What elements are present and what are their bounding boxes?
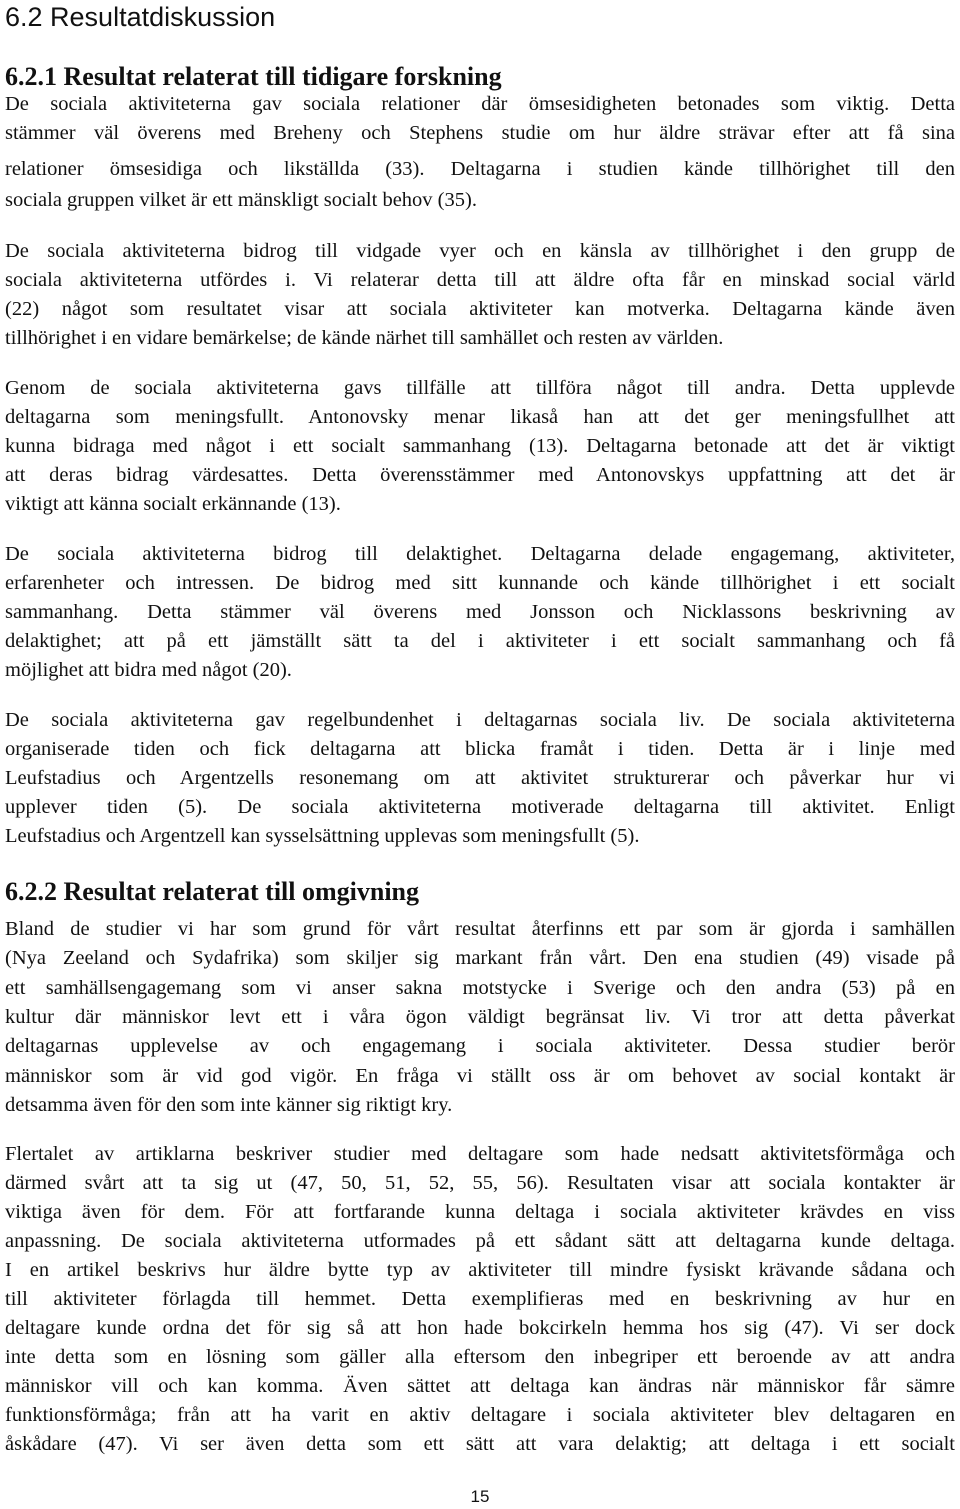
text-line: detsamma även för den som inte känner sig riktigt kry. [5, 1094, 453, 1116]
text-line: sociala gruppen vilket är ett mänskligt socialt behov (35). [5, 189, 477, 211]
text-line: deltagare kunde ordna det för sig så att hon hade bokcirkeln hemma hos sig (47). Vi ser dock [5, 1317, 955, 1339]
text-line: viktigt att känna socialt erkännande (13). [5, 493, 341, 515]
text-line: deltagarnas upplevelse av och engagemang i sociala aktiviteter. Dessa studier berör [5, 1035, 955, 1057]
text-line: människor som är vid god vigör. En fråga vi ställt oss är om behovet av social kontakt är [5, 1065, 955, 1087]
text-line: (Nya Zeeland och Sydafrika) som skiljer sig markant från vårt. Den ena studien (49) visade på [5, 947, 955, 969]
text-line: möjlighet att bidra med något (20). [5, 659, 292, 681]
text-line: kultur där människor levt ett i våra ögon väldigt begränsat liv. Vi tror att detta påverkat [5, 1006, 955, 1028]
text-line: kunna bidraga med något i ett socialt sammanhang (13). Deltagarna betonade att det är viktigt [5, 435, 955, 457]
text-line: deltagarna som meningsfullt. Antonovsky menar likaså han att det ger meningsfullhet att [5, 406, 955, 428]
text-line: därmed svårt att ta sig ut (47, 50, 51, 52, 55, 56). Resultaten visar att sociala kontakter är [5, 1172, 955, 1194]
text-line: viktiga även för dem. För att fortfarande kunna deltaga i sociala aktiviteter krävdes en viss [5, 1201, 955, 1223]
text-line: De sociala aktiviteterna bidrog till vidgade vyer och en känsla av tillhörighet i den grupp de [5, 240, 955, 262]
text-line: sammanhang. Detta stämmer väl överens med Jonsson och Nicklassons beskrivning av [5, 601, 955, 623]
text-line: relationer ömsesidiga och likställda (33). Deltagarna i studien kände tillhörighet till den [5, 158, 955, 180]
text-line: Flertalet av artiklarna beskriver studier med deltagare som hade nedsatt aktivitetsförmåga och [5, 1143, 955, 1165]
text-line: tillhörighet i en vidare bemärkelse; de kände närhet till samhället och resten av världen. [5, 327, 724, 349]
text-line: anpassning. De sociala aktiviteterna utformades på ett sådant sätt att deltagarna kunde deltaga. [5, 1230, 955, 1252]
text-line: Genom de sociala aktiviteterna gavs tillfälle att tillföra något till andra. Detta upplevde [5, 377, 955, 399]
text-line: erfarenheter och intressen. De bidrog med sitt kunnande och kände tillhörighet i ett socialt [5, 572, 955, 594]
subsection-heading-1: 6.2.1 Resultat relaterat till tidigare forskning [5, 62, 502, 91]
text-line: Bland de studier vi har som grund för vårt resultat återfinns ett par som är gjorda i samhällen [5, 918, 955, 940]
text-line: De sociala aktiviteterna gav regelbundenhet i deltagarnas sociala liv. De sociala aktiviteterna [5, 709, 955, 731]
page-number: 15 [470, 1487, 490, 1506]
text-line: (22) något som resultatet visar att sociala aktiviteter kan motverka. Deltagarna kände även [5, 298, 955, 320]
text-line: att deras bidrag värdesattes. Detta överensstämmer med Antonovskys uppfattning att det är [5, 464, 955, 486]
text-line: åskådare (47). Vi ser även detta som ett sätt att vara delaktig; att deltaga i ett socialt [5, 1433, 955, 1455]
text-line: till aktiviteter förlagda till hemmet. Detta exemplifieras med en beskrivning av hur en [5, 1288, 955, 1310]
text-line: inte detta som en lösning som gäller alla eftersom den inbegriper ett beroende av att andra [5, 1346, 955, 1368]
section-heading: 6.2 Resultatdiskussion [5, 2, 276, 32]
text-line: ett samhällsengagemang som vi anser sakna motstycke i Sverige och den andra (53) på en [5, 977, 955, 999]
text-line: organiserade tiden och fick deltagarna att blicka framåt i tiden. Detta är i linje med [5, 738, 955, 760]
text-line: upplever tiden (5). De sociala aktiviteterna motiverade deltagarna till aktivitet. Enligt [5, 796, 955, 818]
text-line: funktionsförmåga; från att ha varit en aktiv deltagare i sociala aktiviteter blev deltagaren en [5, 1404, 955, 1426]
text-line: I en artikel beskrivs hur äldre bytte typ av aktiviteter till mindre fysiskt krävande sådana och [5, 1259, 955, 1281]
text-line: Leufstadius och Argentzell kan sysselsättning upplevas som meningsfullt (5). [5, 825, 640, 847]
text-line: stämmer väl överens med Breheny och Stephens studie om hur äldre strävar efter att få sina [5, 122, 955, 144]
text-line: delaktighet; att på ett jämställt sätt ta del i aktiviteter i ett socialt sammanhang och få [5, 630, 955, 652]
text-line: De sociala aktiviteterna gav sociala relationer där ömsesidigheten betonades som viktig. Detta [5, 93, 955, 115]
text-line: människor vill och kan komma. Även sättet att deltaga kan ändras när människor får sämre [5, 1375, 955, 1397]
text-line: De sociala aktiviteterna bidrog till delaktighet. Deltagarna delade engagemang, aktiviteter, [5, 543, 955, 565]
text-line: sociala aktiviteterna utfördes i. Vi relaterar detta till att äldre ofta får en minskad social värld [5, 269, 955, 291]
text-line: Leufstadius och Argentzells resonemang om att aktivitet strukturerar och påverkar hur vi [5, 767, 955, 789]
subsection-heading-2: 6.2.2 Resultat relaterat till omgivning [5, 877, 420, 906]
